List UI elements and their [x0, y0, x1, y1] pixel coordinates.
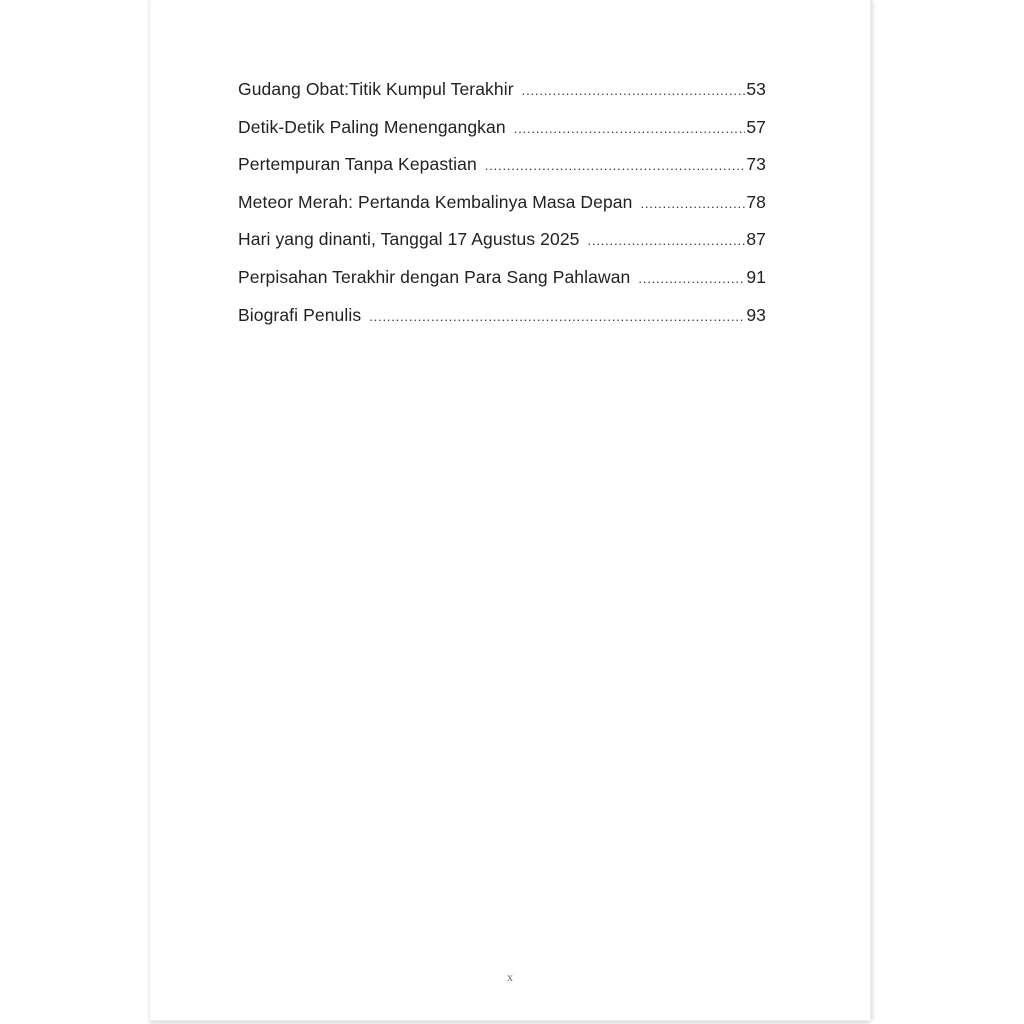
toc-dot-leader: [640, 196, 745, 211]
page-number: x: [507, 970, 513, 984]
toc-entry-title: Biografi Penulis: [238, 304, 362, 325]
toc-entry-page: 93: [746, 304, 766, 325]
toc-entry-title: Pertempuran Tanpa Kepastian: [238, 154, 477, 175]
toc-entry: [238, 229, 766, 267]
toc-entry-page: 78: [746, 191, 766, 212]
toc-entry: [238, 267, 766, 305]
toc-dot-leader: [485, 158, 746, 173]
toc-entry-page: 91: [746, 266, 766, 287]
document-page: [150, 0, 870, 1020]
toc-entry: [238, 79, 766, 117]
toc-entry-title: Gudang Obat:Titik Kumpul Terakhir: [238, 79, 514, 99]
toc-entry-page: 73: [746, 154, 766, 175]
toc-dot-leader: [522, 83, 746, 98]
toc-entry: [238, 117, 766, 155]
toc-entry-page: 53: [746, 79, 766, 99]
toc-entry-page: 57: [746, 116, 766, 137]
toc-entry: [238, 154, 766, 192]
toc-entry: [238, 305, 766, 343]
toc-entry-title: Detik-Detik Paling Menengangkan: [238, 116, 506, 137]
toc-dot-leader: [588, 233, 746, 248]
toc-entry-title: Perpisahan Terakhir dengan Para Sang Pahlawan: [238, 266, 631, 287]
toc-dot-leader: [638, 271, 745, 286]
toc-entry-title: Meteor Merah: Pertanda Kembalinya Masa Depan: [238, 191, 633, 212]
toc-entry-title: Hari yang dinanti, Tanggal 17 Agustus 2025: [238, 229, 580, 250]
toc-dot-leader: [514, 121, 746, 136]
toc-dot-leader: [369, 309, 745, 324]
table-of-contents: [238, 79, 766, 342]
toc-entry: [238, 192, 766, 230]
toc-entry-page: 87: [746, 229, 766, 250]
